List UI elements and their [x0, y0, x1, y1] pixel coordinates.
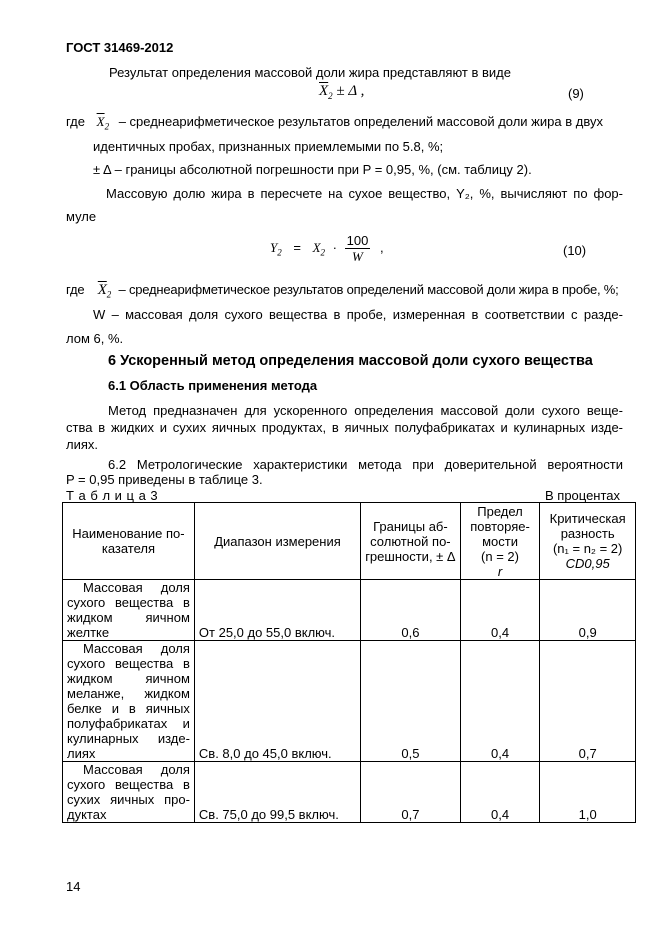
formula-9-sub: 2 [328, 91, 333, 101]
where1-line2: идентичных пробах, признанных приемлемыми по 5.8, %; [93, 139, 444, 154]
dry-basis-paragraph-line1 [66, 186, 623, 201]
header-r-l5: r [497, 563, 503, 579]
p62-line2: P = 0,95 приведены в таблице 3. [66, 472, 263, 487]
document-id: ГОСТ 31469-2012 [66, 40, 174, 55]
section-6-title: 6 Ускоренный метод определения массовой доли сухого вещества [108, 353, 593, 369]
row2-name-l2: сухого вещества в [67, 656, 190, 671]
formula-10-denominator: W [352, 249, 363, 264]
row3-delta: 0,7 [361, 762, 461, 823]
row1-r: 0,4 [460, 580, 540, 641]
formula-10-lhs-sub: 2 [277, 247, 282, 258]
w-definition-line2: лом 6, %. [66, 331, 124, 346]
where1-symbol: $\overline{X}$ [96, 114, 105, 129]
row3-name [63, 762, 195, 823]
where1-line [66, 114, 603, 132]
row2-name-l1: Массовая доля [83, 641, 190, 656]
header-range: Диапазон измерения [194, 503, 360, 580]
header-delta: Границы аб-солютной по-грешности, ± Δ [361, 503, 461, 580]
header-repeatability [460, 503, 540, 580]
p61-line3: лиях. [66, 437, 98, 452]
row2-name [63, 641, 195, 762]
formula-9-x: $\overline{X}$ [319, 83, 329, 99]
formula-10-x-sub: 2 [320, 247, 326, 258]
header-critical-difference [540, 503, 636, 580]
table-row [63, 641, 636, 762]
row2-name-l3: жидком яичном [67, 671, 190, 686]
where2-text: – среднеарифметическое результатов определений массовой доли жира в пробе, %; [118, 282, 619, 297]
row2-cd: 0,7 [540, 641, 636, 762]
row2-name-l6: полуфабрикатах и [67, 716, 190, 731]
table-3 [62, 502, 636, 823]
formula-10-number: (10) [563, 243, 587, 258]
where1-prefix: где [66, 114, 85, 129]
row2-range: Св. 8,0 до 45,0 включ. [194, 641, 360, 762]
row1-range: От 25,0 до 55,0 включ. [194, 580, 360, 641]
dry-basis-paragraph-text: Массовую долю жира в пересчете на сухое вещество, Y₂, %, вычисляют по фор- [106, 186, 623, 201]
formula-9-number: (9) [568, 86, 584, 101]
p62-line1 [66, 457, 623, 472]
formula-10-tail: , [379, 239, 384, 255]
header-r-l3: мости [482, 533, 518, 549]
header-r-l1: Предел [477, 503, 523, 519]
where2-symbol: $\overline{X}$ [97, 282, 107, 298]
header-cd-l2: разность [560, 526, 615, 541]
p61-line2: ства в жидких и сухих яичных продуктах, в яичных полуфабрикатах и кулинарных изде- [66, 420, 623, 435]
header-cd-l3: (n₁ = n₂ = 2) [552, 541, 623, 556]
formula-10-fraction [345, 233, 371, 264]
p61-text1: Метод предназначен для ускоренного определения массовой доли сухого веще- [108, 403, 623, 418]
row1-delta: 0,6 [361, 580, 461, 641]
row3-name-l4: дуктах [67, 807, 107, 822]
header-cd-l1: Критическая [549, 511, 626, 526]
where2-symbol-sub: 2 [106, 289, 112, 300]
where1-symbol-sub: 2 [104, 121, 110, 132]
formula-10-eq: = [293, 239, 301, 255]
row1-name-l4: желтке [67, 625, 110, 640]
row2-r: 0,4 [460, 641, 540, 762]
row2-name-l7: кулинарных изде- [67, 731, 190, 746]
formula-10-numerator: 100 [346, 233, 369, 248]
row3-cd: 1,0 [540, 762, 636, 823]
row2-delta: 0,5 [361, 641, 461, 762]
row2-name-l8: лиях [67, 746, 96, 761]
p62-text1: 6.2 Метрологические характеристики метода при доверительной вероятности [108, 457, 623, 472]
formula-10 [270, 233, 384, 264]
table-row [63, 580, 636, 641]
table-row [63, 762, 636, 823]
header-r-l4: (n = 2) [481, 548, 519, 564]
page-number: 14 [66, 879, 81, 894]
w-definition-text: W – массовая доля сухого вещества в пробе, измеренная в соответствии с разде- [93, 307, 623, 322]
p61-line1 [66, 403, 623, 418]
row1-name-l1: Массовая доля [83, 580, 190, 595]
row1-name-l2: сухого вещества в [67, 595, 190, 610]
result-paragraph: Результат определения массовой доли жира представляют в виде [109, 65, 511, 80]
table-3-units: В процентах [545, 488, 621, 503]
table-header-row [63, 503, 636, 580]
row3-name-l3: сухих яичных про- [67, 792, 190, 807]
dry-basis-paragraph-line2: муле [66, 209, 97, 224]
formula-9 [319, 82, 364, 101]
row3-name-l2: сухого вещества в [67, 777, 190, 792]
row2-name-l5: белке и в яичных [67, 701, 190, 716]
delta-definition: ± Δ – границы абсолютной погрешности при P = 0,95, %, (см. таблицу 2). [93, 162, 532, 177]
header-cd-l4: CD0,95 [565, 556, 610, 571]
formula-10-lhs: Y [270, 239, 278, 255]
table-3-caption: Т а б л и ц а 3 [66, 488, 159, 503]
row3-name-l1: Массовая доля [83, 762, 190, 777]
row1-name-l3: жидком яичном [67, 610, 190, 625]
row3-r: 0,4 [460, 762, 540, 823]
where2-prefix: где [66, 282, 85, 297]
row1-cd: 0,9 [540, 580, 636, 641]
header-r-l2: повторяе- [470, 518, 530, 534]
w-definition-line1 [66, 307, 623, 322]
where1-text: – среднеарифметическое результатов определений массовой доли жира в двух [118, 114, 603, 129]
section-6-1-title: 6.1 Область применения метода [108, 378, 318, 393]
formula-9-rest: ± Δ , [332, 83, 365, 99]
where2-line [66, 282, 619, 300]
row3-range: Св. 75,0 до 99,5 включ. [194, 762, 360, 823]
row2-name-l4: меланже, жидком [67, 686, 190, 701]
row1-name [63, 580, 195, 641]
formula-10-dot: · [332, 239, 337, 255]
formula-10-x: X [312, 239, 321, 255]
header-name: Наименование по-казателя [63, 503, 195, 580]
